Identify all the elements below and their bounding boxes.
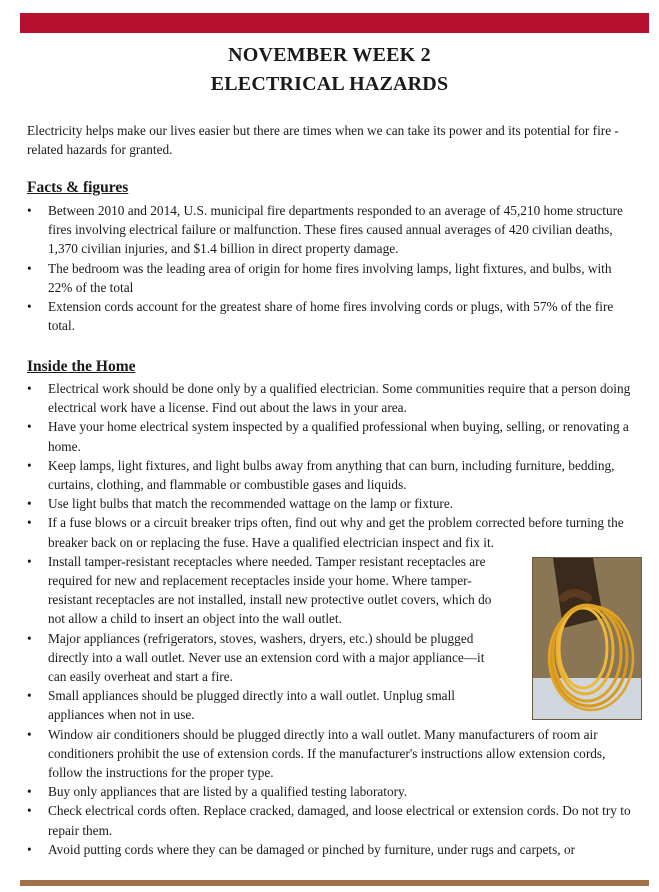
coiled-cord-icon — [533, 558, 641, 719]
facts-heading: Facts & figures — [27, 179, 129, 196]
list-item: • Use light bulbs that match the recommended wattage on the lamp or fixture. — [27, 494, 639, 513]
list-item: • Electrical work should be done only by a qualified electrician. Some communities require that a person doing electrical work have a license. Find out about the laws in your area. — [27, 379, 639, 417]
list-item: • Avoid putting cords where they can be damaged or pinched by furniture, under rugs and carpets, or — [27, 840, 639, 859]
list-item: • Major appliances (refrigerators, stoves, washers, dryers, etc.) should be plugged directly into a wall outlet. Never use an extension cord with a major appliance—it can easily overheat and start a fire. — [27, 629, 503, 687]
list-item: • Small appliances should be plugged directly into a wall outlet. Unplug small appliances when not in use. — [27, 686, 503, 724]
inside-home-heading: Inside the Home — [27, 358, 136, 375]
page-title-line1: NOVEMBER WEEK 2 — [228, 44, 431, 66]
list-item: • Between 2010 and 2014, U.S. municipal fire departments responded to an average of 45,210 home structure fires involving electrical failure or malfunction. These fires caused annual averages of 420 civilian deaths, 1,370 civilian injuries, and $1.4 billion in direct property damage. — [27, 201, 639, 259]
list-item: • If a fuse blows or a circuit breaker trips often, find out why and get the problem corrected before turning the breaker back on or replacing the fuse. Have a qualified electrician inspect and fix it. — [27, 513, 639, 551]
list-item: • Install tamper-resistant receptacles where needed. Tamper resistant receptacles are required for new and replacement receptacles inside your home. Where tamper-resistant receptacles are not installed, install new protective outlet covers, which do not allow a child to insert an object into the wall outlet. — [27, 552, 503, 629]
list-item: • The bedroom was the leading area of origin for home fires involving lamps, light fixtures, and bulbs, with 22% of the total — [27, 259, 639, 297]
list-item: • Window air conditioners should be plugged directly into a wall outlet. Many manufacturers of room air conditioners prohibit the use of extension cords. If the manufacturer's instructions allow extension cords, follow the instructions for the proper type. — [27, 725, 639, 783]
list-item: • Have your home electrical system inspected by a qualified professional when buying, selling, or renovating a home. — [27, 417, 639, 455]
list-item: • Extension cords account for the greatest share of home fires involving cords or plugs, with 57% of the fire total. — [27, 297, 639, 335]
list-item: • Check electrical cords often. Replace cracked, damaged, and loose electrical or extension cords. Do not try to repair them. — [27, 801, 639, 839]
list-item: • Buy only appliances that are listed by a qualified testing laboratory. — [27, 782, 639, 801]
intro-paragraph: Electricity helps make our lives easier but there are times when we can take its power and its potential for fire -related hazards for granted. — [27, 123, 619, 157]
list-item: • Keep lamps, light fixtures, and light bulbs away from anything that can burn, including furniture, bedding, curtains, clothing, and flammable or combustible gases and liquids. — [27, 456, 639, 494]
page-title-line2: ELECTRICAL HAZARDS — [210, 73, 449, 95]
header-color-bar — [20, 13, 649, 33]
facts-list — [27, 201, 639, 335]
footer-color-bar — [20, 880, 649, 886]
extension-cord-photo — [532, 557, 642, 720]
